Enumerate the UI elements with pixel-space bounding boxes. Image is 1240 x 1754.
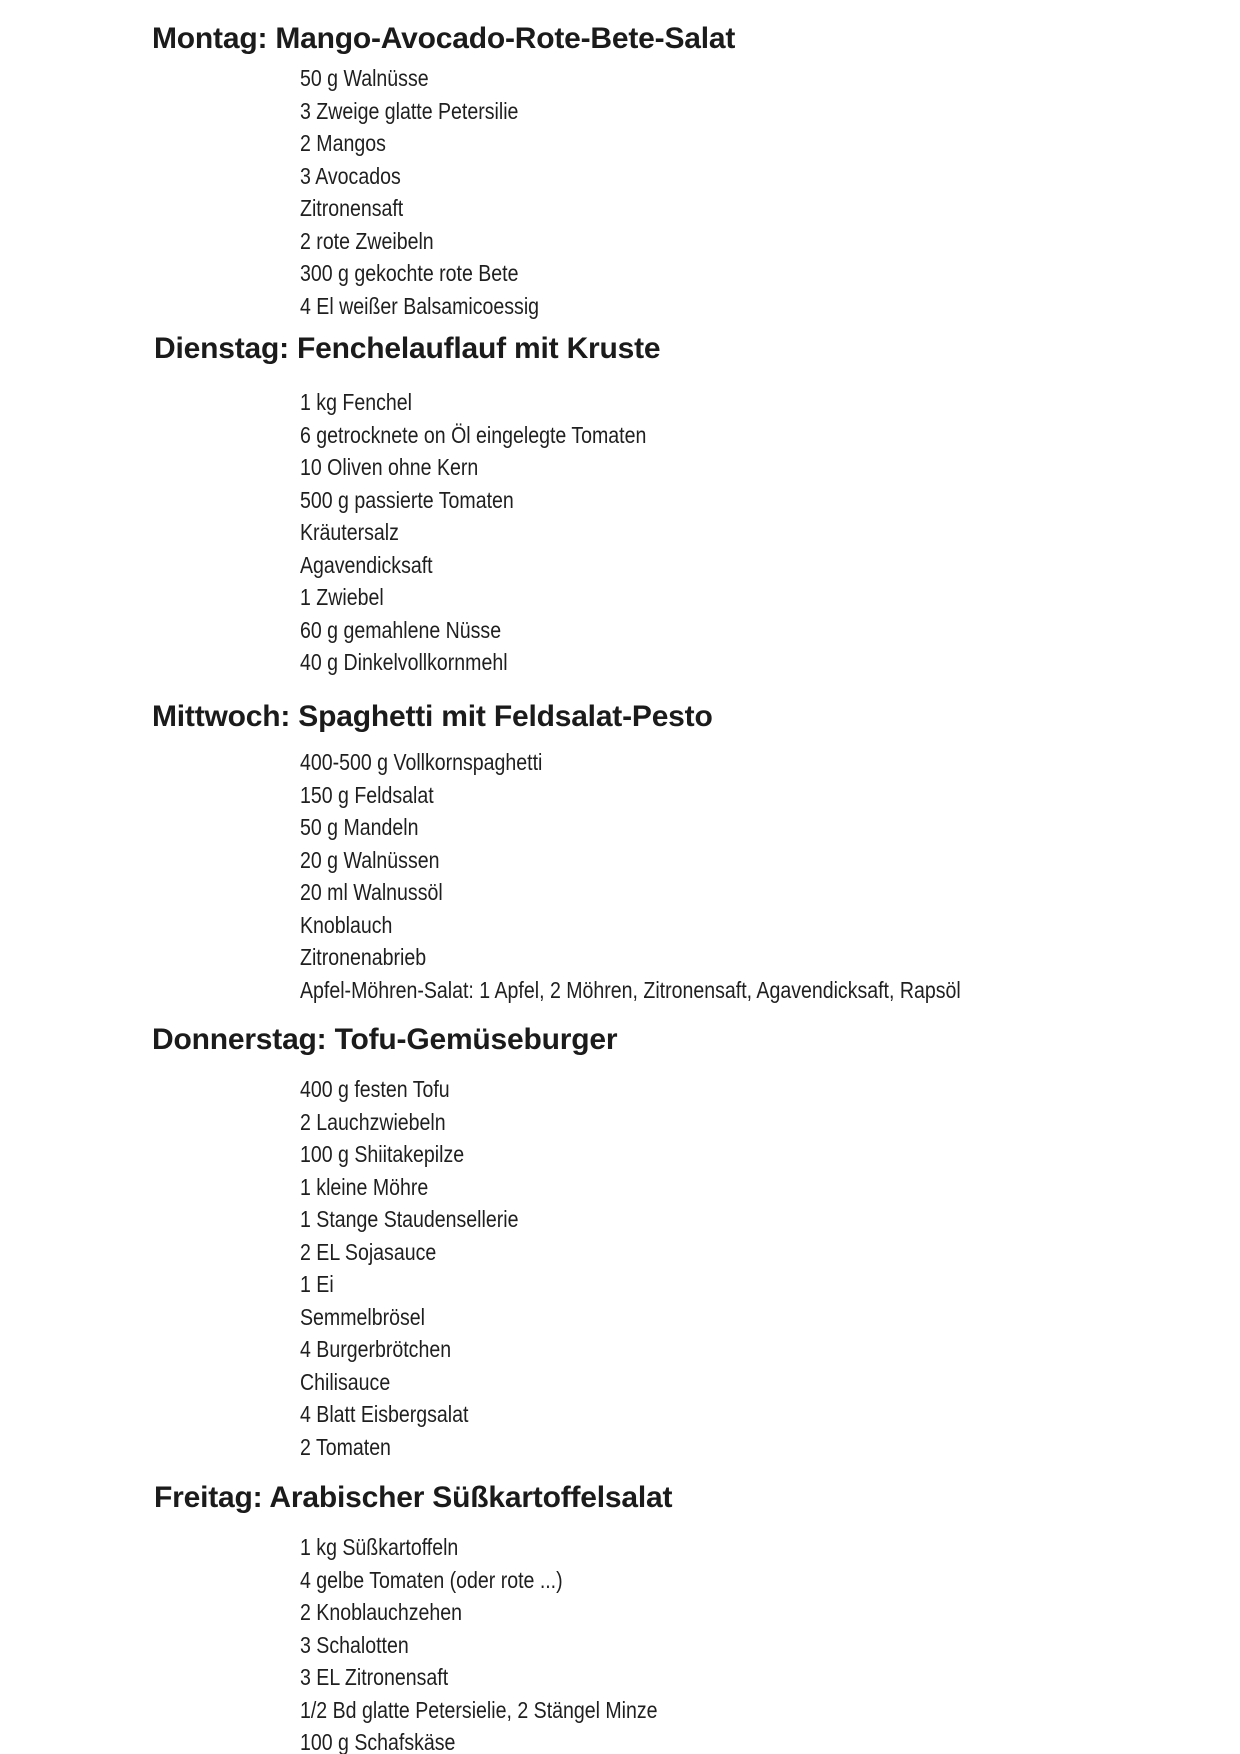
section-title-donnerstag: Donnerstag: Tofu-Gemüseburger (152, 1023, 618, 1056)
ingredient-list-mittwoch (300, 746, 1077, 1006)
ingredient-item: 150 g Feldsalat (300, 781, 434, 808)
ingredient-item: 1 Ei (300, 1271, 334, 1297)
ingredient-item: 500 g passierte Tomaten (300, 486, 514, 513)
ingredient-item: Apfel-Möhren-Salat: 1 Apfel, 2 Möhren, Zitronensaft, Agavendicksaft, Rapsöl (300, 976, 961, 1003)
ingredient-list-montag (300, 62, 581, 322)
section-title-montag: Montag: Mango-Avocado-Rote-Bete-Salat (152, 22, 736, 55)
ingredient-item: 2 Lauchzwiebeln (300, 1108, 446, 1135)
ingredient-item: 2 Knoblauchzehen (300, 1599, 462, 1625)
ingredient-item: 1 Zwiebel (300, 584, 384, 610)
section-title-mittwoch: Mittwoch: Spaghetti mit Feldsalat-Pesto (152, 700, 713, 733)
ingredient-item: 1 kleine Möhre (300, 1173, 429, 1200)
ingredient-item: 10 Oliven ohne Kern (300, 454, 479, 480)
ingredient-item: 3 Schalotten (300, 1631, 409, 1658)
ingredient-item: 1/2 Bd glatte Petersielie, 2 Stängel Minze (300, 1696, 658, 1723)
ingredient-item: 100 g Schafskäse (300, 1729, 456, 1754)
section-title-freitag: Freitag: Arabischer Süßkartoffelsalat (154, 1481, 673, 1514)
ingredient-item: 50 g Walnüsse (300, 65, 429, 91)
ingredient-item: 400-500 g Vollkornspaghetti (300, 749, 543, 775)
ingredient-item: 3 EL Zitronensaft (300, 1664, 449, 1690)
ingredient-item: 2 Mangos (300, 130, 386, 156)
ingredient-item: Kräutersalz (300, 519, 399, 545)
ingredient-item: 3 Avocados (300, 162, 401, 189)
ingredient-item: Knoblauch (300, 911, 393, 938)
ingredient-item: 100 g Shiitakepilze (300, 1141, 465, 1167)
ingredient-list-dienstag (300, 386, 707, 679)
ingredient-item: 3 Zweige glatte Petersilie (300, 97, 519, 124)
ingredient-list-freitag (300, 1531, 721, 1754)
ingredient-item: Zitronensaft (300, 195, 404, 221)
ingredient-item: 1 kg Fenchel (300, 389, 412, 415)
ingredient-item: 4 El weißer Balsamicoessig (300, 292, 540, 319)
ingredient-item: Semmelbrösel (300, 1303, 425, 1330)
ingredient-item: Agavendicksaft (300, 551, 433, 578)
ingredient-item: 40 g Dinkelvollkornmehl (300, 649, 508, 675)
section-title-dienstag: Dienstag: Fenchelauflauf mit Kruste (154, 332, 661, 365)
ingredient-item: 4 Blatt Eisbergsalat (300, 1401, 469, 1427)
ingredient-item: 300 g gekochte rote Bete (300, 260, 519, 286)
ingredient-item: 2 Tomaten (300, 1433, 391, 1460)
ingredient-list-donnerstag (300, 1073, 557, 1463)
ingredient-item: 20 ml Walnussöl (300, 879, 443, 905)
ingredient-item: 400 g festen Tofu (300, 1076, 450, 1102)
ingredient-item: 50 g Mandeln (300, 814, 419, 840)
ingredient-item: 20 g Walnüssen (300, 846, 440, 873)
ingredient-item: 2 rote Zweibeln (300, 227, 434, 254)
ingredient-item: 1 Stange Staudensellerie (300, 1206, 519, 1232)
ingredient-item: Chilisauce (300, 1368, 391, 1395)
ingredient-item: 4 gelbe Tomaten (oder rote ...) (300, 1566, 563, 1593)
ingredient-item: 2 EL Sojasauce (300, 1238, 437, 1265)
ingredient-item: 4 Burgerbrötchen (300, 1336, 452, 1362)
ingredient-item: 60 g gemahlene Nüsse (300, 616, 502, 643)
ingredient-item: 1 kg Süßkartoffeln (300, 1534, 459, 1560)
ingredient-item: 6 getrocknete on Öl eingelegte Tomaten (300, 421, 647, 448)
ingredient-item: Zitronenabrieb (300, 944, 427, 970)
